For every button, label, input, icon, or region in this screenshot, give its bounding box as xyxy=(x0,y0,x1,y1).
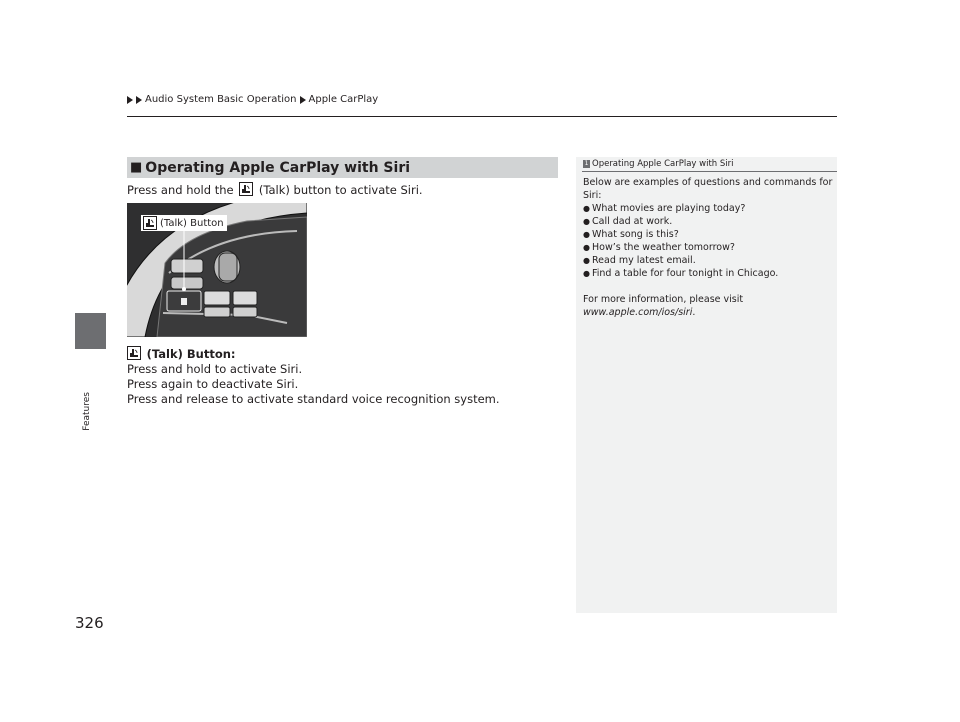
instruction-line: Press again to deactivate Siri. xyxy=(127,377,299,391)
note-title-text: Operating Apple CarPlay with Siri xyxy=(592,159,734,169)
instruction-line: Press and release to activate standard voice recognition system. xyxy=(127,392,500,406)
talk-icon xyxy=(239,182,253,196)
talk-icon xyxy=(143,216,157,230)
instruction-line: Press and hold to activate Siri. xyxy=(127,362,303,376)
list-item: ● What movies are playing today? xyxy=(583,202,833,215)
example-list xyxy=(583,202,833,280)
list-item: ● Call dad at work. xyxy=(583,215,833,228)
intro-text xyxy=(127,182,423,198)
talk-button-description xyxy=(127,346,557,407)
note-title xyxy=(583,159,734,169)
note-divider xyxy=(582,171,837,172)
breadcrumb-arrow-icon xyxy=(136,96,142,104)
steering-wheel-illustration xyxy=(127,203,307,337)
section-title: Operating Apple CarPlay with Siri xyxy=(145,159,411,176)
more-info-text: For more information, please visit xyxy=(583,294,744,305)
breadcrumb-arrow-icon xyxy=(300,96,306,104)
list-item: ● Read my latest email. xyxy=(583,254,833,267)
note-badge-icon: 1 xyxy=(584,160,589,167)
figure-label-text: (Talk) Button xyxy=(160,217,224,229)
list-item: ● Find a table for four tonight in Chicago. xyxy=(583,267,833,280)
siri-url-link[interactable]: www.apple.com/ios/siri xyxy=(583,307,693,318)
talk-heading: (Talk) Button: xyxy=(146,347,236,361)
intro-before: Press and hold the xyxy=(127,183,238,197)
talk-icon xyxy=(127,346,141,360)
section-square-icon: ■ xyxy=(130,160,143,175)
talk-heading-row xyxy=(127,346,557,362)
header-divider xyxy=(127,116,837,117)
section-header xyxy=(127,157,558,178)
url-suffix: . xyxy=(692,307,696,318)
chapter-tab[interactable] xyxy=(75,313,106,349)
page-number: 326 xyxy=(75,614,104,632)
breadcrumb-arrow-icon xyxy=(127,96,133,104)
more-info-url-row xyxy=(583,306,833,319)
list-item: ● How’s the weather tomorrow? xyxy=(583,241,833,254)
breadcrumb-item[interactable]: Audio System Basic Operation xyxy=(145,94,297,105)
breadcrumb xyxy=(127,94,378,105)
note-body xyxy=(583,176,833,319)
intro-after: (Talk) button to activate Siri. xyxy=(255,183,423,197)
breadcrumb-item[interactable]: Apple CarPlay xyxy=(308,94,379,105)
note-intro: Below are examples of questions and commands for Siri: xyxy=(583,177,833,201)
chapter-label: Features xyxy=(82,392,92,431)
note-panel xyxy=(576,157,837,613)
list-item: ● What song is this? xyxy=(583,228,833,241)
figure-callout-label xyxy=(141,215,227,231)
